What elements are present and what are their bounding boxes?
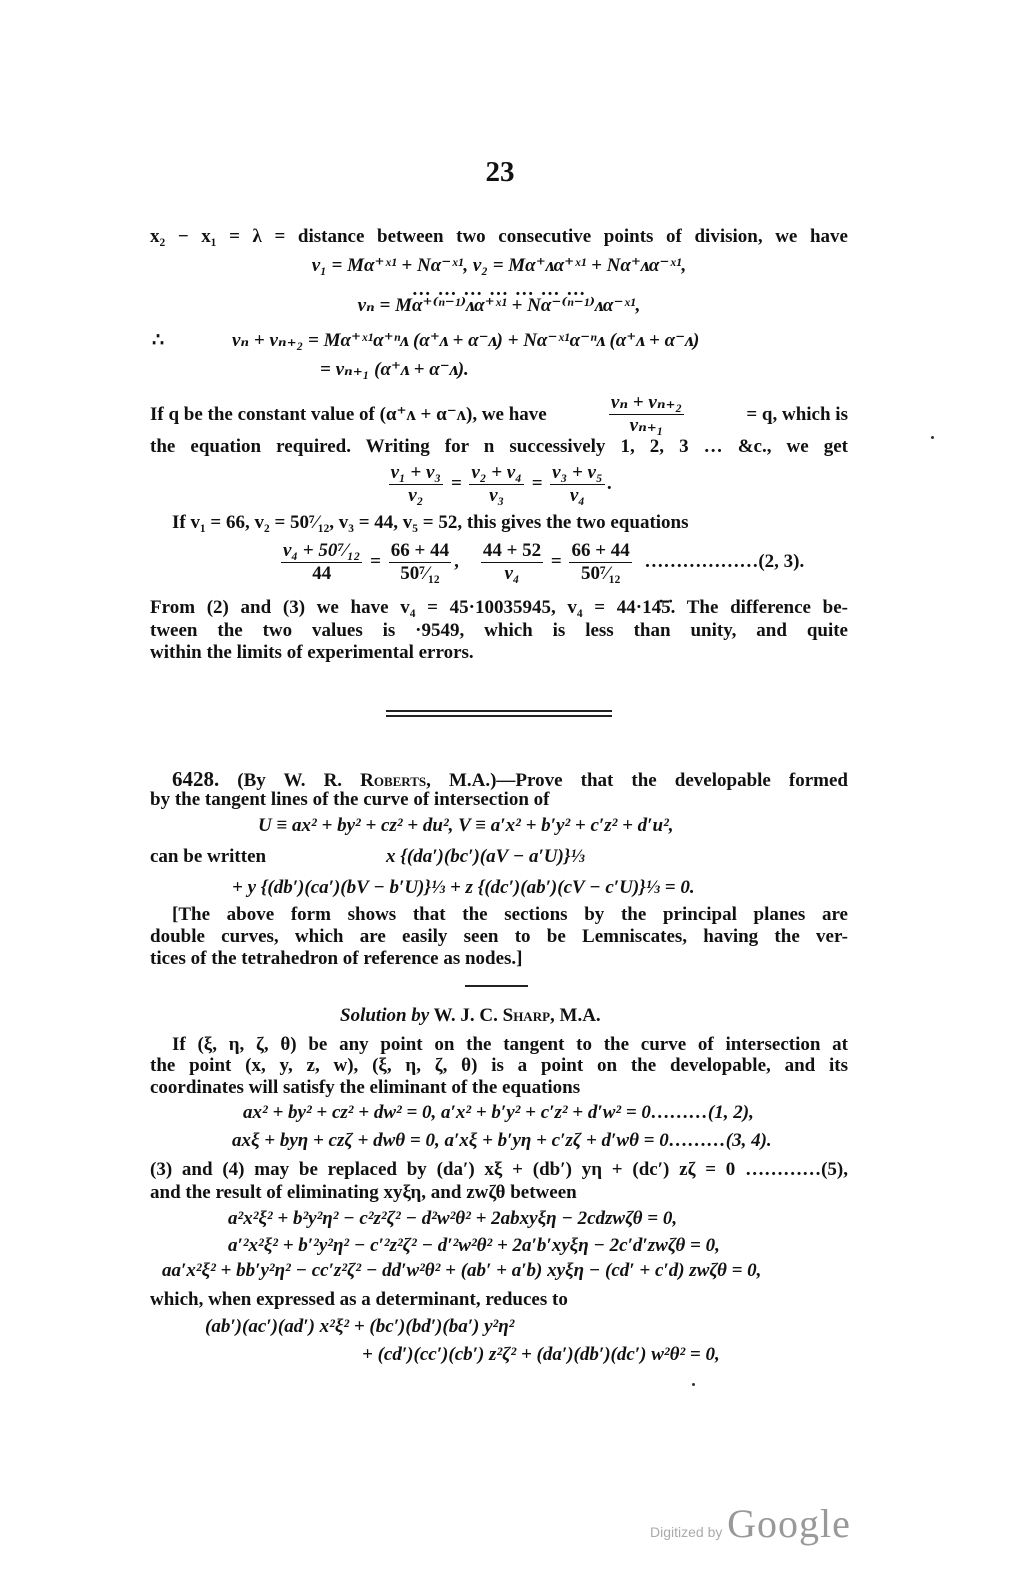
- author-name: Roberts: [360, 770, 427, 791]
- determinant-eq-2: + (cd′)(cc′)(cb′) z²ζ² + (da′)(db′)(dc′) w²θ² = 0,: [362, 1344, 720, 1365]
- double-rule-bottom: [386, 715, 612, 717]
- elimination-eq-2: a′²x²ξ² + b′²y²η² − c′²z²ζ² − d′²w²θ² + 2a′b′xyξη − 2c′d′zwζθ = 0,: [228, 1235, 720, 1256]
- text: Solution by: [340, 1005, 430, 1026]
- google-logo: Google: [727, 1501, 851, 1546]
- text-line: the point (x, y, z, w), (ξ, η, ζ, θ) is a point on the developable, and its: [150, 1055, 848, 1076]
- therefore-symbol: ∴: [152, 330, 165, 351]
- digitized-label: Digitized by: [650, 1524, 723, 1540]
- fraction-denominator: 50⁷⁄₁₂: [581, 563, 621, 584]
- text-line: the equation required. Writing for n successively 1, 2, 3 … &c., we get: [150, 436, 848, 457]
- page-number: 23: [485, 156, 515, 188]
- equation-U-V: U ≡ ax² + by² + cz² + du², V ≡ a′x² + b′y² + c′z² + d′u²,: [258, 815, 674, 836]
- text-line: If v₁ = 66, v₂ = 50⁷⁄₁₂, v₃ = 44, v₅ = 52, this gives the two equations: [172, 512, 689, 533]
- equations-2-3: [278, 540, 804, 585]
- equation-v1-v2: v₁ = Mα⁺ˣ¹ + Nα⁻ˣ¹, v₂ = Mα⁺ᴧα⁺ˣ¹ + Nα⁺ᴧα⁻ˣ¹,: [311, 255, 687, 276]
- text-line: double curves, which are easily seen to be Lemniscates, having the ver-: [150, 926, 848, 947]
- fraction-chain: [150, 462, 848, 507]
- text: , M.A.: [550, 1005, 601, 1026]
- text-line: If (ξ, η, ζ, θ) be any point on the tangent to the curve of intersection at: [172, 1034, 848, 1055]
- determinant-eq-1: (ab′)(ac′)(ad′) x²ξ² + (bc′)(bd′)(ba′) y²η²: [205, 1316, 515, 1337]
- equations-3-4: axξ + byη + czζ + dwθ = 0, a′xξ + b′yη + c′zζ + d′wθ = 0………(3, 4).: [232, 1130, 772, 1151]
- fraction-denominator: 44: [312, 563, 332, 584]
- equation-x-term: x {(da′)(bc′)(aV − a′U)}⅓: [386, 846, 585, 867]
- text: , M.A.)—Prove that the developable formed: [426, 770, 848, 791]
- fraction-q: [609, 392, 684, 437]
- fraction-denominator: vₙ₊₁: [629, 415, 664, 436]
- equations-1-2: ax² + by² + cz² + dw² = 0, a′x² + b′y² + c′z² + d′w² = 0………(1, 2),: [243, 1102, 754, 1123]
- fraction-denominator: v₂: [408, 485, 424, 506]
- elimination-eq-3: aa′x²ξ² + bb′y²η² − cc′z²ζ² − dd′w²θ² + (ab′ + a′b) xyξη − (cd′ + c′d) zwζθ = 0,: [162, 1260, 762, 1281]
- equals: =: [531, 472, 543, 494]
- equation-sum-2: = vₙ₊₁ (α⁺ᴧ + α⁻ᴧ).: [320, 359, 469, 380]
- fraction-numerator: v₄ + 50⁷⁄₁₂: [283, 540, 361, 561]
- fraction-numerator: v₃ + v₅: [552, 462, 603, 483]
- fraction-denominator: v₃: [489, 485, 505, 506]
- equation-yz-terms: + y {(db′)(ca′)(bV − b′U)}⅓ + z {(dc′)(ab′)(cV − c′U)}⅓ = 0.: [232, 877, 695, 898]
- fraction-denominator: v₄: [569, 485, 585, 506]
- comma: ,: [454, 550, 459, 572]
- text-line: which, when expressed as a determinant, reduces to: [150, 1289, 568, 1310]
- double-rule-top: [386, 710, 612, 712]
- ellipsis-row: … … … … … … …: [411, 279, 587, 300]
- equation-5-line: (3) and (4) may be replaced by (da′) xξ + (db′) yη + (dc′) zζ = 0 …………(5),: [150, 1159, 848, 1180]
- text-line: x₂ − x₁ = λ = distance between two consecutive points of division, we have: [150, 226, 848, 247]
- fraction-numerator: v₁ + v₃: [390, 462, 442, 483]
- text-line: within the limits of experimental errors.: [150, 642, 474, 663]
- period: .: [607, 472, 613, 494]
- text-line: tices of the tetrahedron of reference as nodes.]: [150, 948, 523, 969]
- equation-vn: vₙ = Mα⁺⁽ⁿ⁻¹⁾ᴧα⁺ˣ¹ + Nα⁻⁽ⁿ⁻¹⁾ᴧα⁻ˣ¹,: [357, 295, 641, 316]
- text: (By W. R.: [219, 770, 361, 791]
- text: If q be the constant value of (α⁺ᴧ + α⁻ᴧ), we have: [150, 403, 547, 425]
- text-line: From (2) and (3) we have v₄ = 45·10035945, v₄ = 44·14̇5̇. The difference be-: [150, 597, 848, 618]
- author-name: Sharp: [502, 1005, 551, 1026]
- scan-speck: [692, 1383, 695, 1386]
- fraction-denominator: 50⁷⁄₁₂: [400, 563, 440, 584]
- text: W. J. C.: [429, 1005, 503, 1026]
- equals: =: [550, 550, 562, 572]
- text-line: and the result of eliminating xyξη, and zwζθ between: [150, 1182, 577, 1203]
- fraction-denominator: v₄: [504, 563, 520, 584]
- elimination-eq-1: a²x²ξ² + b²y²η² − c²z²ζ² − d²w²θ² + 2abxyξη − 2cdzwζθ = 0,: [228, 1208, 678, 1229]
- text: = q, which is: [746, 403, 848, 425]
- text-line: can be written: [150, 846, 267, 867]
- equation-sum-1: vₙ + vₙ₊₂ = Mα⁺ˣ¹α⁺ⁿᴧ (α⁺ᴧ + α⁻ᴧ) + Nα⁻ˣ¹α⁻ⁿᴧ (α⁺ᴧ + α⁻ᴧ): [232, 330, 700, 351]
- text-line: by the tangent lines of the curve of intersection of: [150, 789, 550, 810]
- scan-speck: [931, 436, 934, 439]
- equation-label: ………………(2, 3).: [644, 550, 805, 572]
- digitized-by-google-watermark: [650, 1500, 851, 1547]
- fraction-numerator: vₙ + vₙ₊₂: [610, 392, 683, 413]
- question-number: 6428.: [172, 767, 220, 791]
- text-line: [The above form shows that the sections by the principal planes are: [172, 904, 848, 925]
- fraction-numerator: 66 + 44: [390, 540, 450, 561]
- equals: =: [370, 550, 381, 572]
- solution-heading: [340, 1004, 601, 1028]
- constant-q-line: [150, 392, 848, 437]
- fraction-numerator: v₂ + v₄: [471, 462, 522, 483]
- short-rule: [465, 985, 528, 987]
- equals: =: [450, 472, 462, 494]
- text-line: tween the two values is ·9549, which is less than unity, and quite: [150, 620, 848, 641]
- text-line: coordinates will satisfy the eliminant of the equations: [150, 1077, 581, 1098]
- fraction-numerator: 66 + 44: [571, 540, 630, 561]
- fraction-numerator: 44 + 52: [482, 540, 542, 561]
